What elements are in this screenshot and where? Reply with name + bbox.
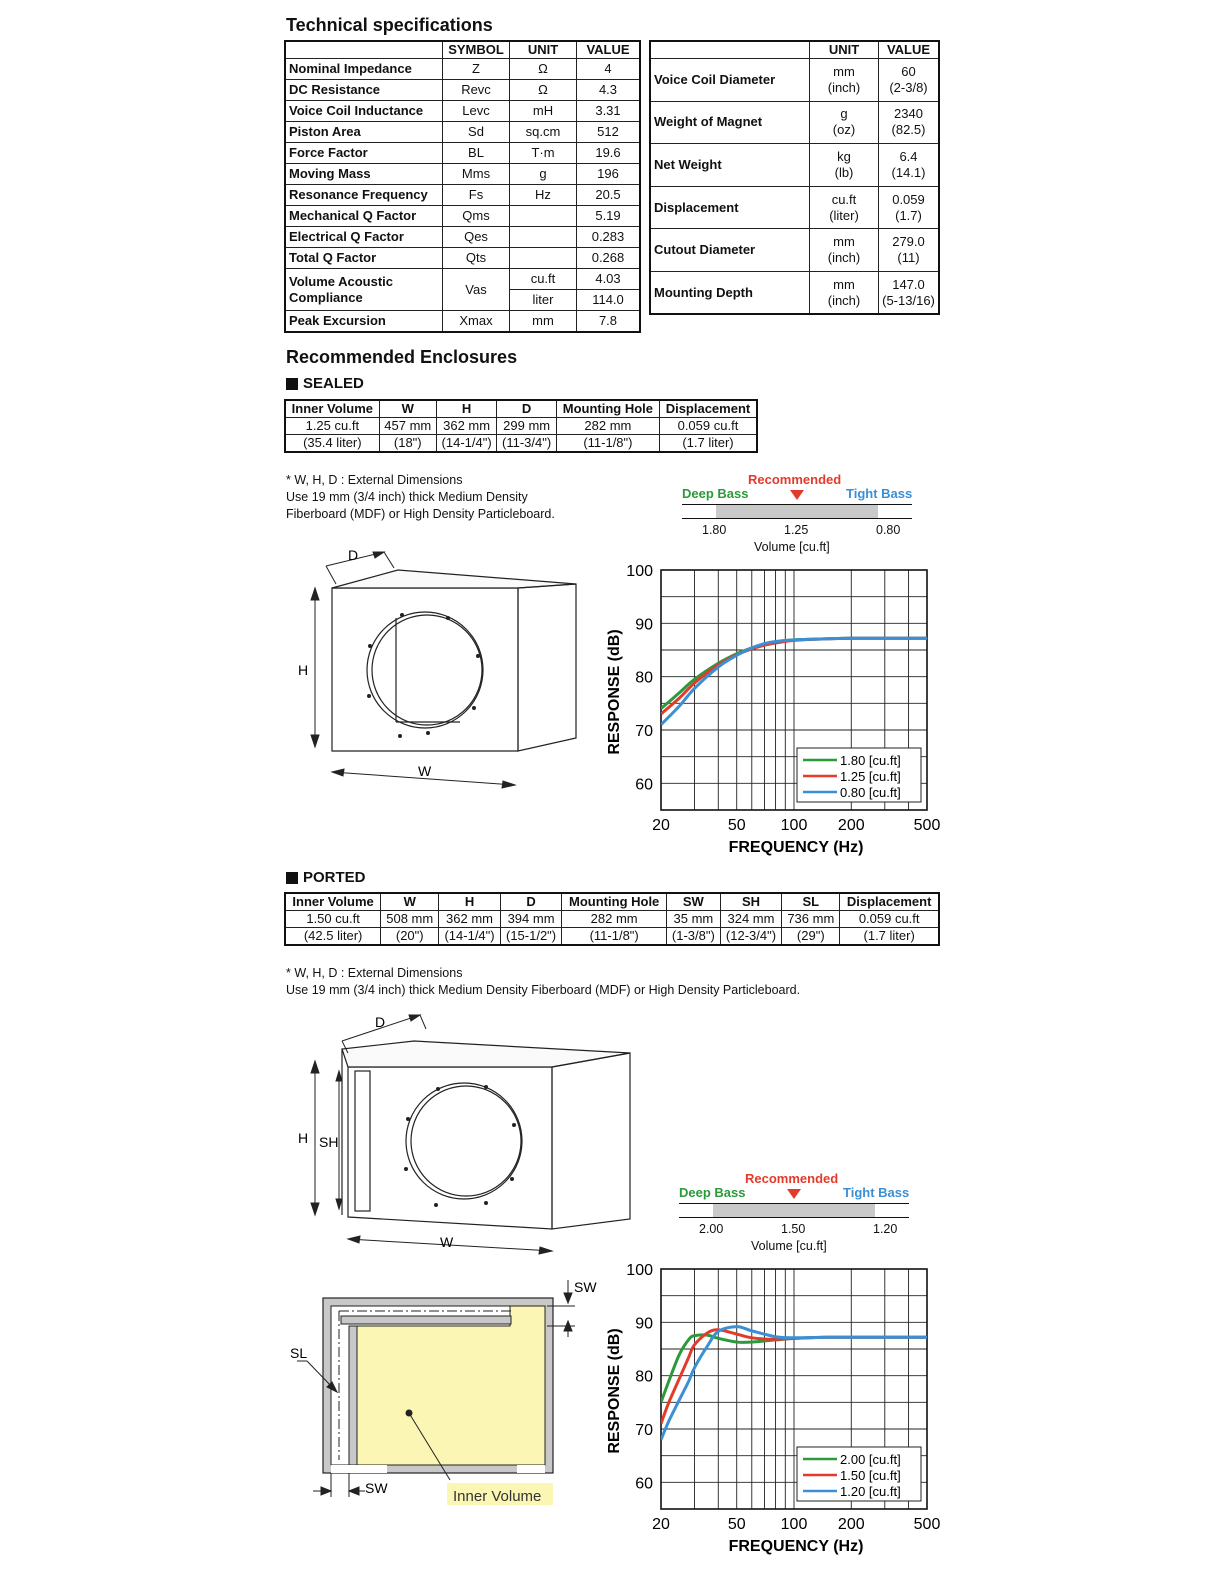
legend-label: 1.80 [cu.ft] bbox=[840, 753, 901, 768]
spec-label: Peak Excursion bbox=[285, 311, 443, 332]
spec2-label: Weight of Magnet bbox=[650, 101, 810, 144]
ported-dim-w: W bbox=[440, 1234, 454, 1250]
ported-cell: 362 mm bbox=[439, 911, 501, 928]
x-tick-label: 500 bbox=[913, 817, 941, 834]
sealed-cell: (1.7 liter) bbox=[659, 435, 757, 453]
ported-cross-section-diagram bbox=[285, 1275, 605, 1515]
spec-unit: mm bbox=[510, 311, 577, 332]
spec-unit: liter bbox=[510, 290, 577, 311]
spec2-row bbox=[650, 229, 939, 272]
sealed-col-header: Displacement bbox=[659, 400, 757, 418]
spec-row bbox=[285, 122, 640, 143]
spec2-unit-secondary: (liter) bbox=[829, 207, 859, 223]
ported-col-header: H bbox=[439, 893, 501, 911]
ported-tight-bass-label: Tight Bass bbox=[843, 1185, 910, 1200]
ported-notes bbox=[286, 965, 800, 999]
square-bullet-icon bbox=[286, 872, 298, 884]
spec2-value bbox=[879, 186, 940, 229]
sealed-cell: 362 mm bbox=[436, 418, 497, 435]
spec2-row bbox=[650, 271, 939, 314]
spec-label: Force Factor bbox=[285, 143, 443, 164]
sealed-box-top bbox=[332, 570, 576, 588]
sealed-cell: (11-3/4") bbox=[497, 435, 557, 453]
spec2-unit bbox=[810, 144, 879, 187]
x-tick-label: 20 bbox=[652, 817, 670, 834]
sealed-cell: (14-1/4") bbox=[436, 435, 497, 453]
spec2-unit bbox=[810, 271, 879, 314]
spec-symbol: Sd bbox=[443, 122, 510, 143]
sealed-note-3: Fiberboard (MDF) or High Density Particleboard. bbox=[286, 507, 555, 521]
sealed-deep-bass-label: Deep Bass bbox=[682, 486, 749, 501]
spec-value: 4.3 bbox=[577, 80, 641, 101]
x-tick-label: 50 bbox=[727, 817, 746, 834]
sealed-response-chart bbox=[595, 555, 950, 860]
sealed-slider-axis-label: Volume [cu.ft] bbox=[754, 540, 830, 554]
y-tick-label: 80 bbox=[635, 669, 653, 687]
ported-cell: (1-3/8") bbox=[667, 928, 721, 946]
sealed-row-secondary bbox=[285, 435, 757, 453]
x-tick-label: 100 bbox=[780, 1516, 808, 1533]
sealed-box-side bbox=[518, 584, 576, 751]
spec2-unit-secondary: (inch) bbox=[827, 250, 861, 266]
y-tick-label: 100 bbox=[626, 1262, 653, 1279]
spec2-label: Displacement bbox=[650, 186, 810, 229]
sealed-note-1: * W, H, D : External Dimensions bbox=[286, 473, 463, 487]
ported-cell: 324 mm bbox=[720, 911, 782, 928]
spec2-row bbox=[650, 186, 939, 229]
spec-label: Volume Acoustic Compliance bbox=[285, 269, 443, 311]
spec-symbol: Mms bbox=[443, 164, 510, 185]
spec-value: 5.19 bbox=[577, 206, 641, 227]
ported-tick-2: 1.50 bbox=[781, 1222, 806, 1236]
ported-row-secondary bbox=[285, 928, 939, 946]
spec-table-secondary bbox=[649, 40, 940, 315]
spec2-unit bbox=[810, 101, 879, 144]
spec2-value-secondary: (1.7) bbox=[895, 207, 922, 223]
ported-speaker-cutout bbox=[406, 1083, 522, 1199]
spec-unit: g bbox=[510, 164, 577, 185]
ported-box-side bbox=[552, 1053, 630, 1229]
spec2-value bbox=[879, 59, 940, 102]
sealed-dim-w: W bbox=[418, 763, 432, 779]
spec-row bbox=[285, 143, 640, 164]
ported-cell: 1.50 cu.ft bbox=[285, 911, 381, 928]
spec2-value-primary: 2340 bbox=[894, 106, 923, 122]
ported-col-header: W bbox=[381, 893, 439, 911]
x-axis-label: FREQUENCY (Hz) bbox=[728, 839, 864, 856]
spec-title: Technical specifications bbox=[286, 15, 493, 35]
spec-row bbox=[285, 185, 640, 206]
ported-cell: 0.059 cu.ft bbox=[840, 911, 939, 928]
ported-tick-1: 2.00 bbox=[699, 1222, 724, 1236]
spec-value: 20.5 bbox=[577, 185, 641, 206]
sealed-tick-2: 1.25 bbox=[784, 523, 809, 537]
sealed-title-text: SEALED bbox=[303, 375, 364, 392]
ported-cell: (12-3/4") bbox=[720, 928, 782, 946]
spec2-unit-secondary: (inch) bbox=[827, 79, 861, 95]
x-tick-label: 200 bbox=[837, 817, 865, 834]
spec2-value-secondary: (2-3/8) bbox=[889, 79, 928, 95]
recommended-arrow-icon bbox=[790, 490, 804, 500]
ported-header-row bbox=[285, 893, 939, 911]
spec2-label: Voice Coil Diameter bbox=[650, 59, 810, 102]
spec-symbol: Qes bbox=[443, 227, 510, 248]
y-tick-label: 100 bbox=[626, 563, 653, 580]
spec-value: 19.6 bbox=[577, 143, 641, 164]
spec-symbol: Revc bbox=[443, 80, 510, 101]
ported-cell: (29") bbox=[782, 928, 840, 946]
spec2-value-secondary: (11) bbox=[897, 250, 920, 266]
ported-cell: (42.5 liter) bbox=[285, 928, 381, 946]
ported-col-header: D bbox=[500, 893, 562, 911]
ported-cell: 394 mm bbox=[500, 911, 562, 928]
spec2-value-secondary: (14.1) bbox=[891, 164, 926, 180]
spec-unit bbox=[510, 206, 577, 227]
sealed-speaker-cutout bbox=[367, 612, 483, 728]
spec-symbol: Xmax bbox=[443, 311, 510, 332]
spec2-unit-primary: g bbox=[840, 106, 848, 122]
y-tick-label: 90 bbox=[635, 1315, 653, 1333]
spec-symbol: Qms bbox=[443, 206, 510, 227]
sealed-dim-d: D bbox=[348, 547, 359, 563]
sealed-notes bbox=[286, 472, 555, 523]
spec-row-xmax bbox=[285, 311, 640, 332]
ported-col-header: Inner Volume bbox=[285, 893, 381, 911]
spec2-label: Net Weight bbox=[650, 144, 810, 187]
spec2-label: Cutout Diameter bbox=[650, 229, 810, 272]
y-tick-label: 80 bbox=[635, 1368, 653, 1386]
spec2-unit-primary: kg bbox=[837, 148, 851, 164]
spec2-unit-secondary: (lb) bbox=[834, 164, 854, 180]
ported-deep-bass-label: Deep Bass bbox=[679, 1185, 746, 1200]
spec2-unit bbox=[810, 186, 879, 229]
ported-note-1: * W, H, D : External Dimensions bbox=[286, 966, 463, 980]
legend-label: 1.25 [cu.ft] bbox=[840, 769, 901, 784]
x-tick-label: 200 bbox=[837, 1516, 865, 1533]
spec-unit: cu.ft bbox=[510, 269, 577, 290]
spec2-unit-primary: mm bbox=[833, 63, 855, 79]
x-tick-label: 100 bbox=[780, 817, 808, 834]
ported-col-header: Displacement bbox=[840, 893, 939, 911]
sealed-speaker-cutout-inner bbox=[372, 615, 482, 725]
spec2-header-unit: UNIT bbox=[810, 41, 879, 59]
ported-cell: (15-1/2") bbox=[500, 928, 562, 946]
spec-unit: Ω bbox=[510, 80, 577, 101]
spec2-table-body bbox=[650, 59, 939, 315]
sealed-slider-band bbox=[716, 505, 878, 518]
ported-recommended-label: Recommended bbox=[745, 1171, 839, 1186]
sealed-dim-h: H bbox=[298, 662, 309, 678]
ported-box-top bbox=[342, 1041, 630, 1067]
ported-col-header: SH bbox=[720, 893, 782, 911]
spec-unit bbox=[510, 227, 577, 248]
sealed-cell: (18") bbox=[379, 435, 436, 453]
ported-cell: 508 mm bbox=[381, 911, 439, 928]
legend-label: 0.80 [cu.ft] bbox=[840, 785, 901, 800]
sealed-tick-1: 1.80 bbox=[702, 523, 727, 537]
cross-section-dim-sw-bottom: SW bbox=[365, 1480, 388, 1496]
spec-row bbox=[285, 248, 640, 269]
spec2-unit-secondary: (inch) bbox=[827, 292, 861, 308]
y-tick-label: 70 bbox=[635, 723, 653, 740]
sealed-volume-slider bbox=[680, 470, 915, 560]
inner-volume-label: Inner Volume bbox=[453, 1488, 542, 1505]
ported-port-slot bbox=[355, 1071, 370, 1211]
spec2-unit-primary: mm bbox=[833, 276, 855, 292]
sealed-box-diagram bbox=[290, 540, 590, 800]
spec2-label: Mounting Depth bbox=[650, 271, 810, 314]
spec2-value bbox=[879, 229, 940, 272]
sealed-col-header: Mounting Hole bbox=[556, 400, 659, 418]
sealed-col-header: H bbox=[436, 400, 497, 418]
x-tick-label: 50 bbox=[727, 1516, 746, 1533]
ported-slider-axis-label: Volume [cu.ft] bbox=[751, 1239, 827, 1253]
spec-symbol: BL bbox=[443, 143, 510, 164]
spec-row-vas bbox=[285, 269, 640, 290]
ported-col-header: SL bbox=[782, 893, 840, 911]
x-tick-label: 500 bbox=[913, 1516, 941, 1533]
y-axis-label: RESPONSE (dB) bbox=[606, 629, 623, 755]
sealed-recommended-label: Recommended bbox=[748, 472, 842, 487]
ported-cell: 736 mm bbox=[782, 911, 840, 928]
legend-label: 1.50 [cu.ft] bbox=[840, 1468, 901, 1483]
spec2-row bbox=[650, 144, 939, 187]
ported-cell: (1.7 liter) bbox=[840, 928, 939, 946]
spec-label: Total Q Factor bbox=[285, 248, 443, 269]
sealed-cell: (11-1/8") bbox=[556, 435, 659, 453]
sealed-cell: 0.059 cu.ft bbox=[659, 418, 757, 435]
spec-value: 512 bbox=[577, 122, 641, 143]
spec-header-blank bbox=[285, 41, 443, 59]
spec2-unit-primary: cu.ft bbox=[831, 191, 857, 207]
spec-value: 4.03 bbox=[577, 269, 641, 290]
spec-label: Moving Mass bbox=[285, 164, 443, 185]
x-axis-label: FREQUENCY (Hz) bbox=[728, 1538, 864, 1555]
sealed-cell: 299 mm bbox=[497, 418, 557, 435]
spec2-row bbox=[650, 59, 939, 102]
sealed-cell: 282 mm bbox=[556, 418, 659, 435]
spec-label: Mechanical Q Factor bbox=[285, 206, 443, 227]
spec-label: Voice Coil Inductance bbox=[285, 101, 443, 122]
sealed-cell: (35.4 liter) bbox=[285, 435, 379, 453]
spec2-row bbox=[650, 101, 939, 144]
spec2-unit bbox=[810, 229, 879, 272]
y-tick-label: 90 bbox=[635, 616, 653, 634]
ported-cell: (11-1/8") bbox=[562, 928, 667, 946]
y-tick-label: 70 bbox=[635, 1422, 653, 1439]
spec-row bbox=[285, 59, 640, 80]
ported-cell: (14-1/4") bbox=[439, 928, 501, 946]
ported-slider-line-bottom bbox=[679, 1217, 909, 1218]
spec2-value-primary: 0.059 bbox=[892, 191, 925, 207]
ported-tick-3: 1.20 bbox=[873, 1222, 898, 1236]
ported-cell: 35 mm bbox=[667, 911, 721, 928]
spec-symbol: Fs bbox=[443, 185, 510, 206]
spec2-value bbox=[879, 101, 940, 144]
spec-row bbox=[285, 101, 640, 122]
enclosures-title: Recommended Enclosures bbox=[286, 347, 518, 367]
spec-symbol: Qts bbox=[443, 248, 510, 269]
ported-note-2: Use 19 mm (3/4 inch) thick Medium Density Fiberboard (MDF) or High Density Particleboard. bbox=[286, 983, 801, 997]
y-axis-label: RESPONSE (dB) bbox=[606, 1328, 623, 1454]
spec-label: Electrical Q Factor bbox=[285, 227, 443, 248]
spec2-value-primary: 147.0 bbox=[892, 276, 925, 292]
spec-unit: sq.cm bbox=[510, 122, 577, 143]
spec2-value-primary: 6.4 bbox=[899, 148, 918, 164]
spec-value: 7.8 bbox=[577, 311, 641, 332]
spec-header-value: VALUE bbox=[577, 41, 641, 59]
ported-dim-h: H bbox=[298, 1130, 309, 1146]
cross-section-dim-sl: SL bbox=[290, 1345, 308, 1361]
ported-cell: 282 mm bbox=[562, 911, 667, 928]
square-bullet-icon bbox=[286, 378, 298, 390]
spec2-header-blank bbox=[650, 41, 810, 59]
spec-header-unit: UNIT bbox=[510, 41, 577, 59]
spec-unit bbox=[510, 248, 577, 269]
ported-row-primary bbox=[285, 911, 939, 928]
spec-row bbox=[285, 227, 640, 248]
spec-value: 0.268 bbox=[577, 248, 641, 269]
spec-header-symbol: SYMBOL bbox=[443, 41, 510, 59]
sealed-slider-line-bottom bbox=[682, 518, 912, 519]
ported-box-diagram bbox=[290, 1005, 650, 1255]
spec-unit: Ω bbox=[510, 59, 577, 80]
spec-symbol: Vas bbox=[443, 269, 510, 311]
spec-unit: T·m bbox=[510, 143, 577, 164]
sealed-title bbox=[286, 375, 364, 392]
spec-value: 4 bbox=[577, 59, 641, 80]
sealed-col-header: D bbox=[497, 400, 557, 418]
sealed-row-primary bbox=[285, 418, 757, 435]
ported-dim-d: D bbox=[375, 1014, 386, 1030]
chart-legend bbox=[797, 1447, 921, 1501]
spec2-unit-secondary: (oz) bbox=[832, 122, 856, 138]
spec-table-body bbox=[285, 59, 640, 332]
spec-symbol: Z bbox=[443, 59, 510, 80]
spec2-unit bbox=[810, 59, 879, 102]
spec2-value bbox=[879, 144, 940, 187]
sealed-tight-bass-label: Tight Bass bbox=[846, 486, 913, 501]
spec-value: 3.31 bbox=[577, 101, 641, 122]
spec2-value-secondary: (5-13/16) bbox=[882, 292, 935, 308]
x-tick-label: 20 bbox=[652, 1516, 670, 1533]
y-tick-label: 60 bbox=[635, 1475, 653, 1493]
ported-table bbox=[284, 892, 940, 946]
spec-symbol: Levc bbox=[443, 101, 510, 122]
spec-table-main bbox=[284, 40, 641, 333]
cross-section-dim-sw-top: SW bbox=[574, 1279, 597, 1295]
legend-label: 2.00 [cu.ft] bbox=[840, 1452, 901, 1467]
ported-volume-slider bbox=[677, 1169, 912, 1259]
spec-value: 196 bbox=[577, 164, 641, 185]
spec-row bbox=[285, 164, 640, 185]
spec2-value-primary: 60 bbox=[901, 63, 916, 79]
recommended-arrow-icon bbox=[787, 1189, 801, 1199]
sealed-note-2: Use 19 mm (3/4 inch) thick Medium Density bbox=[286, 490, 528, 504]
y-tick-label: 60 bbox=[635, 776, 653, 794]
ported-col-header: Mounting Hole bbox=[562, 893, 667, 911]
spec-label: DC Resistance bbox=[285, 80, 443, 101]
sealed-table bbox=[284, 399, 758, 453]
spec2-value bbox=[879, 271, 940, 314]
legend-label: 1.20 [cu.ft] bbox=[840, 1484, 901, 1499]
sealed-cell: 457 mm bbox=[379, 418, 436, 435]
ported-col-header: SW bbox=[667, 893, 721, 911]
spec2-value-secondary: (82.5) bbox=[891, 122, 926, 138]
sealed-header-row bbox=[285, 400, 757, 418]
spec-value: 0.283 bbox=[577, 227, 641, 248]
ported-dim-sh: SH bbox=[319, 1134, 339, 1150]
sealed-col-header: W bbox=[379, 400, 436, 418]
spec-row bbox=[285, 206, 640, 227]
spec2-header-value: VALUE bbox=[879, 41, 940, 59]
ported-slider-band bbox=[713, 1204, 875, 1217]
spec-label: Piston Area bbox=[285, 122, 443, 143]
inner-volume-area bbox=[349, 1306, 545, 1465]
sealed-col-header: Inner Volume bbox=[285, 400, 379, 418]
ported-title bbox=[286, 869, 366, 886]
chart-legend bbox=[797, 748, 921, 802]
ported-response-chart bbox=[595, 1254, 950, 1559]
spec-label: Nominal Impedance bbox=[285, 59, 443, 80]
spec-row bbox=[285, 80, 640, 101]
sealed-cell: 1.25 cu.ft bbox=[285, 418, 379, 435]
ported-cell: (20") bbox=[381, 928, 439, 946]
spec2-value-primary: 279.0 bbox=[892, 234, 925, 250]
spec-unit: Hz bbox=[510, 185, 577, 206]
spec2-unit-primary: mm bbox=[833, 234, 855, 250]
spec-value: 114.0 bbox=[577, 290, 641, 311]
ported-title-text: PORTED bbox=[303, 869, 366, 886]
spec-unit: mH bbox=[510, 101, 577, 122]
sealed-tick-3: 0.80 bbox=[876, 523, 901, 537]
spec-label: Resonance Frequency bbox=[285, 185, 443, 206]
